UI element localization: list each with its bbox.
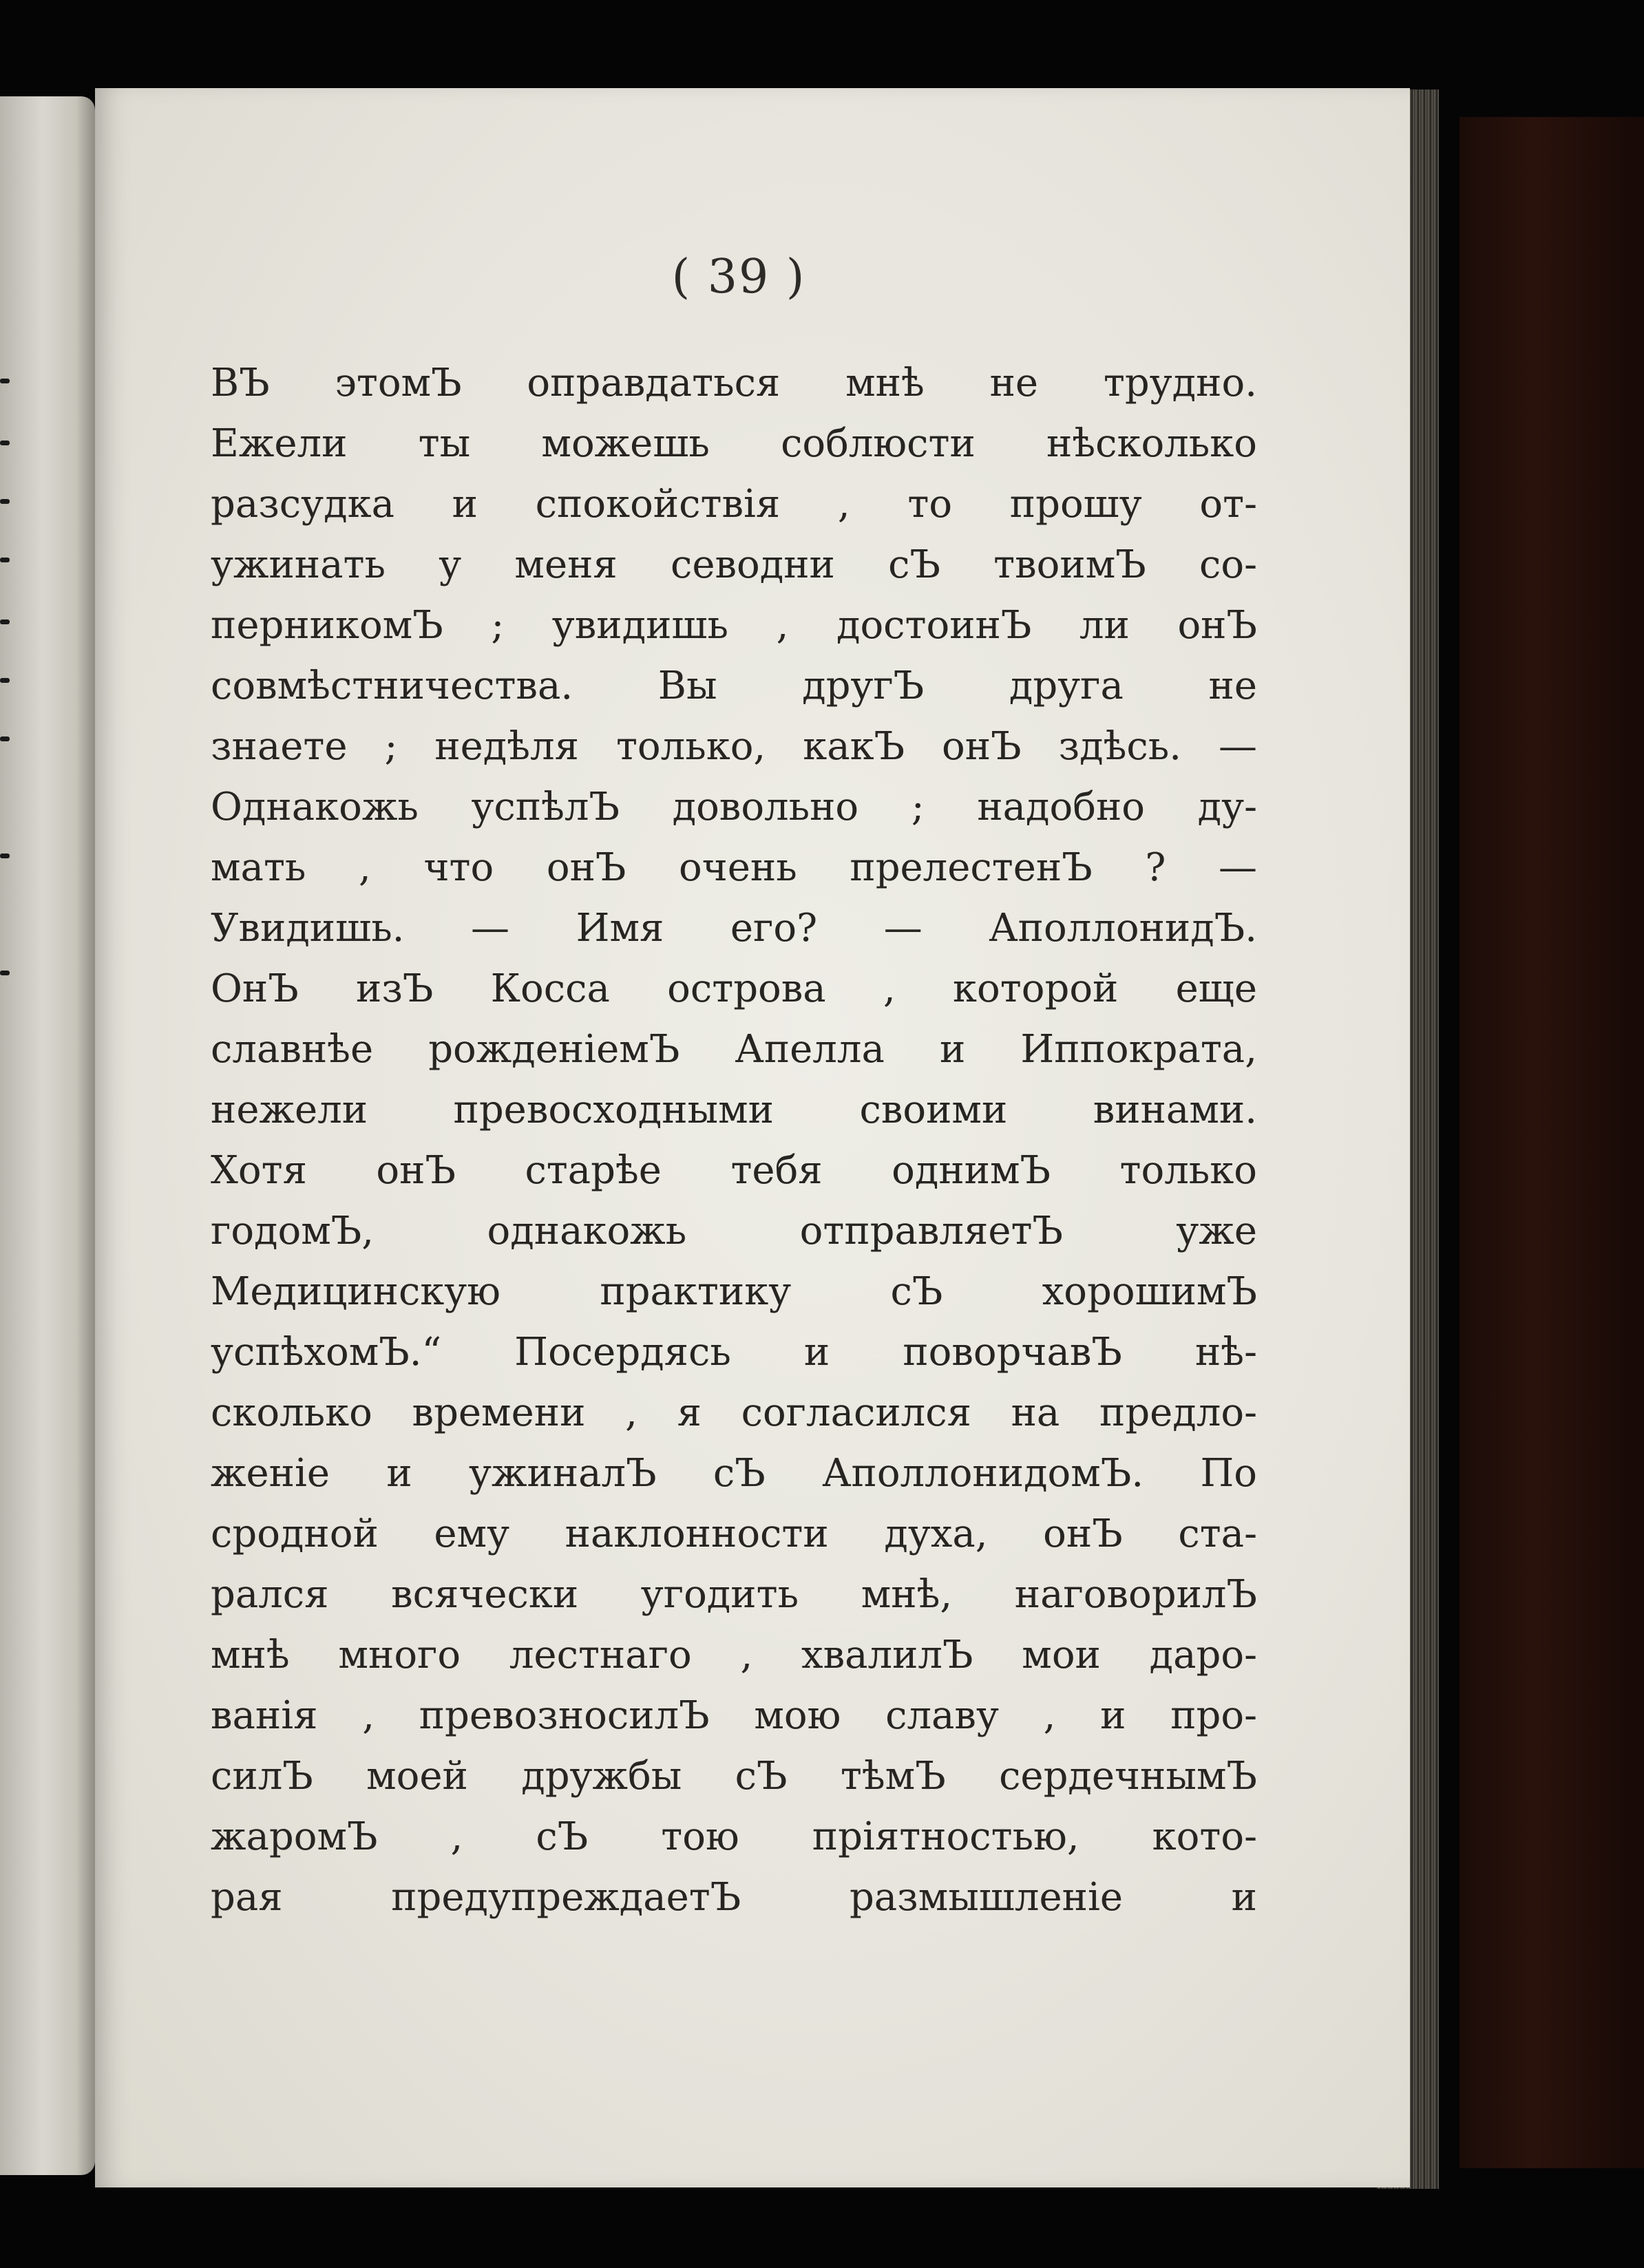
book-cover-board xyxy=(1459,117,1644,2168)
text-line: нежели превосходными своими винами. xyxy=(211,1088,1257,1132)
text-line: мнѣ много лестнаго , хвалилЪ мои даро- xyxy=(211,1633,1257,1677)
text-line: ОнЪ изЪ Косса острова , которой еще xyxy=(211,966,1257,1011)
previous-page-edge xyxy=(0,96,95,2175)
text-line: сколько времени , я согласился на предло- xyxy=(211,1390,1257,1435)
text-line: жаромЪ , сЪ тою пріятностью, кото- xyxy=(211,1814,1257,1859)
book-page xyxy=(95,88,1410,2187)
text-line: разсудка и спокойствія , то прошу от- xyxy=(211,482,1257,527)
text-line: успѣхомЪ.“ Посердясь и поворчавЪ нѣ- xyxy=(211,1330,1257,1375)
text-line: рая предупреждаетЪ размышленіе и xyxy=(211,1875,1257,1920)
text-line: ужинать у меня севодни сЪ твоимЪ со- xyxy=(211,542,1257,587)
text-line: силЪ моей дружбы сЪ тѣмЪ сердечнымЪ xyxy=(211,1754,1257,1799)
text-line: совмѣстничества. Вы другЪ друга не xyxy=(211,664,1257,708)
ink-mark xyxy=(0,441,10,445)
ink-mark xyxy=(0,736,10,741)
text-line: годомЪ, однакожь отправляетЪ уже xyxy=(211,1209,1257,1253)
text-line: Медицинскую практику сЪ хорошимЪ xyxy=(211,1269,1257,1314)
ink-mark xyxy=(0,619,10,624)
text-line: сродной ему наклонности духа, онЪ ста- xyxy=(211,1512,1257,1556)
text-line: ванія , превозносилЪ мою славу , и про- xyxy=(211,1693,1257,1738)
text-line: славнѣе рожденіемЪ Апелла и Иппократа, xyxy=(211,1027,1257,1072)
text-line: рался всячески угодить мнѣ, наговорилЪ xyxy=(211,1572,1257,1617)
text-line: Хотя онЪ старѣе тебя однимЪ только xyxy=(211,1148,1257,1193)
text-line: Однакожь успѣлЪ довольно ; надобно ду- xyxy=(211,785,1257,829)
ink-mark xyxy=(0,971,10,975)
text-line: женіе и ужиналЪ сЪ АполлонидомЪ. По xyxy=(211,1451,1257,1496)
text-line: Ежели ты можешь соблюсти нѣсколько xyxy=(211,421,1257,466)
page-text xyxy=(211,353,1257,1928)
ink-mark xyxy=(0,558,10,562)
page-number: ( 39 ) xyxy=(671,250,806,304)
ink-mark xyxy=(0,499,10,504)
ink-mark xyxy=(0,379,10,383)
ink-mark xyxy=(0,854,10,858)
text-line: перникомЪ ; увидишь , достоинЪ ли онЪ xyxy=(211,603,1257,648)
text-line: мать , что онЪ очень прелестенЪ ? — xyxy=(211,845,1257,890)
text-line: ВЪ этомЪ оправдаться мнѣ не трудно. xyxy=(211,361,1257,405)
text-line: Увидишь. — Имя его? — АполлонидЪ. xyxy=(211,906,1257,951)
ink-mark xyxy=(0,678,10,683)
text-line: знаете ; недѣля только, какЪ онЪ здѣсь. — xyxy=(211,724,1257,769)
